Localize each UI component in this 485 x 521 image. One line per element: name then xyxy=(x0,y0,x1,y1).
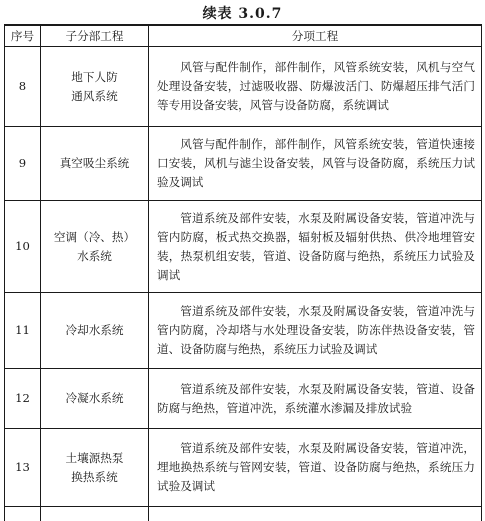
row-sub-line: 通风系统 xyxy=(71,88,118,103)
row-no: 8 xyxy=(5,47,41,127)
row-no xyxy=(5,507,41,521)
header-row xyxy=(5,25,482,47)
row-sub xyxy=(41,369,149,429)
row-sub xyxy=(41,507,149,521)
header-sub: 子分部工程 xyxy=(41,25,149,47)
table-row xyxy=(5,369,482,429)
row-sub xyxy=(41,127,149,201)
row-sub-line: 冷凝水系统 xyxy=(65,391,124,405)
row-no: 10 xyxy=(5,201,41,293)
row-no: 12 xyxy=(5,369,41,429)
table-caption: 续表 3.0.7 xyxy=(202,6,283,22)
row-sub xyxy=(41,293,149,369)
row-sub-line: 水系统 xyxy=(77,248,112,263)
row-sub-line: 换热系统 xyxy=(71,469,118,484)
row-sub xyxy=(41,201,149,293)
table-row xyxy=(5,47,482,127)
subdivision-table xyxy=(4,24,482,521)
table-row xyxy=(5,127,482,201)
row-items: 管道系统及部件安装，水泵及附属设备安装，管道、设备防腐与绝热，管道冲洗，系统灌水渗漏及排放试验 xyxy=(149,369,482,429)
table-row xyxy=(5,293,482,369)
row-no: 11 xyxy=(5,293,41,369)
row-items: 管道系统及部件安装，水泵及附属设备安装，管道冲洗与管内防腐，板式热交换器，辐射板及辐射供热、供冷地埋管安装，热泵机组安装，管道、设备防腐与绝热，系统压力试验及调试 xyxy=(149,201,482,293)
row-items: 风管与配件制作，部件制作，风管系统安装，管道快速接口安装，风机与滤尘设备安装，风管与设备防腐，系统压力试验及调试 xyxy=(149,127,482,201)
row-items: 管道系统及部件安装，水泵及附属设备安装，管道冲洗，埋地换热系统与管网安装，管道、设备防腐与绝热，系统压力试验及调试 xyxy=(149,429,482,507)
table-row-partial xyxy=(5,507,482,521)
row-sub-line: 空调（冷、热） xyxy=(53,229,136,244)
row-no: 9 xyxy=(5,127,41,201)
row-items: 管道系统及部件安装，水泵及附属设备安装，管道冲洗与管内防腐，冷却塔与水处理设备安装，防冻伴热设备安装，管道、设备防腐与绝热，系统压力试验及调试 xyxy=(149,293,482,369)
header-items: 分项工程 xyxy=(149,25,482,47)
row-sub xyxy=(41,429,149,507)
row-sub xyxy=(41,47,149,127)
table-row xyxy=(5,429,482,507)
header-no: 序号 xyxy=(5,25,41,47)
row-sub-line: 地下人防 xyxy=(71,69,118,84)
row-sub-line: 冷却水系统 xyxy=(65,323,124,337)
row-no: 13 xyxy=(5,429,41,507)
row-items xyxy=(149,507,482,521)
row-sub-line: 真空吸尘系统 xyxy=(59,156,130,170)
row-sub-line: 土壤源热泵 xyxy=(65,450,124,465)
table-row xyxy=(5,201,482,293)
row-items: 风管与配件制作，部件制作，风管系统安装，风机与空气处理设备安装，过滤吸收器、防爆波活门、防爆超压排气活门等专用设备安装，风管与设备防腐，系统调试 xyxy=(149,47,482,127)
